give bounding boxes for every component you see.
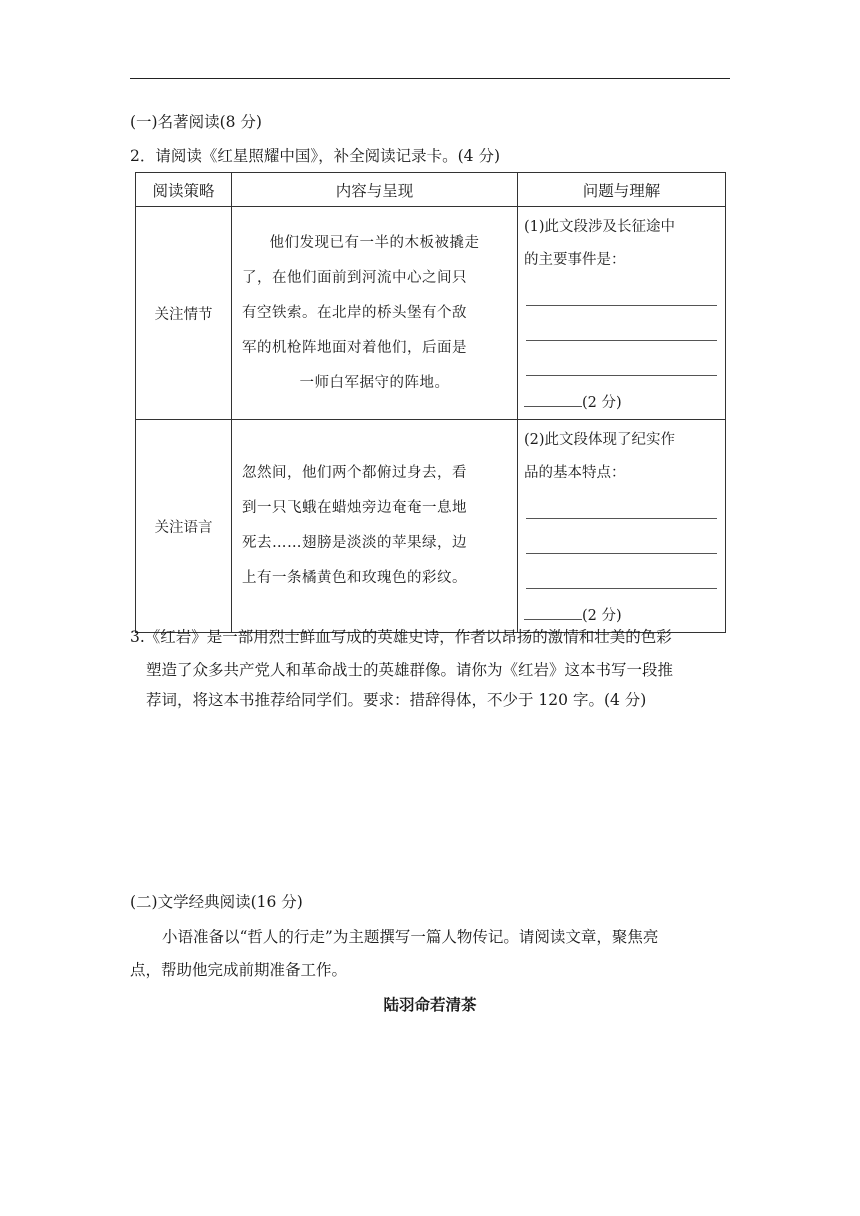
content-line: 军的机枪阵地面对着他们，后面是	[242, 339, 467, 356]
answer-blank[interactable]	[526, 553, 717, 554]
table-row	[136, 420, 726, 633]
question-line: 品的基本特点：	[524, 465, 626, 481]
question-3-line: 荐词，将这本书推荐给同学们。要求：措辞得体，不少于 120 字。(4 分)	[146, 691, 647, 709]
score-line	[524, 392, 719, 413]
score-label: (2 分)	[582, 608, 622, 624]
table-header-row	[136, 173, 726, 207]
section1-heading: (一)名著阅读(8 分)	[130, 113, 262, 131]
header-question: 问题与理解	[518, 173, 726, 207]
content-line: 到一只飞蛾在蜡烛旁边奄奄一息地	[242, 500, 467, 516]
answer-blank[interactable]	[526, 305, 717, 306]
header-strategy: 阅读策略	[136, 173, 232, 207]
score-line	[524, 605, 719, 626]
content-line: 死去……翅膀是淡淡的苹果绿，边	[242, 535, 467, 551]
answer-blank[interactable]	[524, 392, 582, 407]
section2-heading: (二)文学经典阅读(16 分)	[130, 893, 303, 911]
header-content: 内容与呈现	[232, 173, 518, 207]
question-cell	[518, 207, 726, 420]
content-cell	[232, 420, 518, 633]
table-row	[136, 207, 726, 420]
content-line: 了，在他们面前到河流中心之间只	[242, 269, 467, 286]
question-line: (1)此文段涉及长征途中	[524, 219, 676, 235]
content-line: 忽然间，他们两个都俯过身去，看	[242, 465, 467, 481]
content-line: 有空铁索。在北岸的桥头堡有个敌	[242, 304, 467, 321]
answer-blank[interactable]	[526, 340, 717, 341]
question-3-line: 塑造了众多共产党人和革命战士的英雄群像。请你为《红岩》这本书写一段推	[146, 661, 674, 679]
section2-intro-line: 小语准备以“哲人的行走”为主题撰写一篇人物传记。请阅读文章，聚焦亮	[162, 928, 659, 946]
question-cell	[518, 420, 726, 633]
article-title: 陆羽命若清茶	[383, 996, 477, 1014]
question-line: 的主要事件是：	[524, 252, 626, 268]
question-line: (2)此文段体现了纪实作	[524, 432, 676, 448]
strategy-cell: 关注语言	[136, 420, 232, 633]
answer-blank[interactable]	[526, 588, 717, 589]
answer-blank[interactable]	[524, 605, 582, 620]
content-line: 上有一条橘黄色和玫瑰色的彩纹。	[242, 570, 467, 586]
strategy-cell: 关注情节	[136, 207, 232, 420]
score-label: (2 分)	[582, 395, 622, 411]
content-line: 他们发现已有一半的木板被撬走	[269, 234, 480, 251]
content-cell	[232, 207, 518, 420]
section2-intro-line: 点，帮助他完成前期准备工作。	[130, 961, 348, 979]
answer-blank[interactable]	[526, 518, 717, 519]
header-rule	[130, 78, 730, 79]
content-line: 一师白军据守的阵地。	[299, 374, 450, 391]
question-3-line: 3.《红岩》是一部用烈士鲜血写成的英雄史诗，作者以昂扬的激情和壮美的色彩	[130, 628, 672, 646]
answer-blank[interactable]	[526, 375, 717, 376]
question-2: 2．请阅读《红星照耀中国》，补全阅读记录卡。(4 分)	[130, 147, 500, 165]
reading-record-table	[135, 172, 726, 633]
